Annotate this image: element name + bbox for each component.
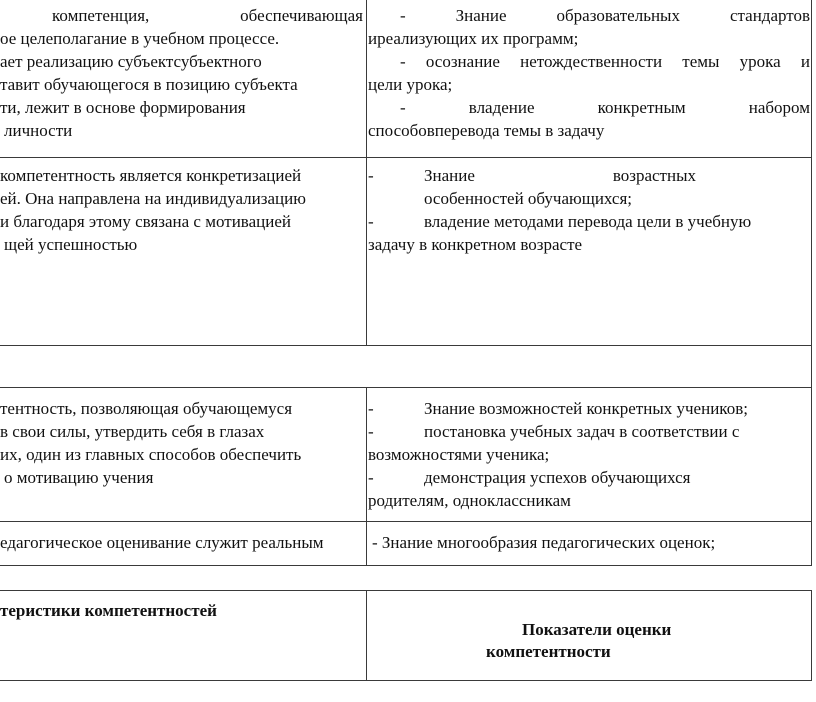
row5-right-cell <box>372 531 810 554</box>
header-table-right-border <box>811 590 812 681</box>
list-item-text: особенностей обучающихся; <box>424 189 633 208</box>
text-line: их, один из главных способов обеспечить <box>0 445 302 464</box>
list-item-text: демонстрация успехов обучающихся <box>424 468 691 487</box>
text-line: - владение конкретным набором <box>400 98 810 117</box>
header-indicators-label-line2: компетентности <box>486 642 611 661</box>
header-characteristics-label: теристики компетентностей <box>0 601 217 620</box>
row2-left-cell <box>0 164 363 256</box>
list-item-text: возможностями ученика; <box>368 445 550 464</box>
header-table-bottom-border <box>0 680 812 681</box>
list-item-text: Знание возрастных <box>424 166 696 185</box>
row5-left-cell <box>0 531 363 554</box>
row1-right-cell <box>368 4 810 142</box>
text-line: - Знание образовательных стандартов <box>400 6 810 25</box>
list-item <box>368 443 810 466</box>
list-item-text: постановка учебных задач в соответствии с <box>424 422 740 441</box>
text-line: тавит обучающегося в позицию субъекта <box>0 75 298 94</box>
list-item <box>368 210 810 233</box>
header-table-column-divider <box>366 590 367 681</box>
table-column-divider <box>366 387 367 565</box>
text-line: ей. Она направлена на индивидуализацию <box>0 189 306 208</box>
text-line: компетенция, обеспечивающая <box>52 6 363 25</box>
list-item <box>368 420 810 443</box>
table-row-divider <box>0 345 812 346</box>
text-line: ает реализацию субъектсубъектного <box>0 52 262 71</box>
list-dash: - <box>368 166 374 185</box>
row4-right-cell <box>368 397 810 512</box>
list-item-text: родителям, одноклассникам <box>368 491 571 510</box>
list-dash: - <box>368 422 374 441</box>
header-indicators-label-line1: Показатели оценки <box>522 620 672 639</box>
list-item <box>368 233 810 256</box>
list-item <box>368 489 810 512</box>
text-line: - Знание многообразия педагогических оценок; <box>372 533 716 552</box>
text-line: едагогическое оценивание служит реальным <box>0 533 324 552</box>
table-row-divider <box>0 521 812 522</box>
text-line: ти, лежит в основе формирования <box>0 98 246 117</box>
list-dash: - <box>368 468 374 487</box>
row4-left-cell <box>0 397 363 489</box>
table-right-border <box>811 0 812 566</box>
list-dash: - <box>368 399 374 418</box>
text-line: щей успешностью <box>4 235 138 254</box>
row2-right-cell <box>368 164 810 256</box>
list-item-text: владение методами перевода цели в учебную <box>424 212 752 231</box>
text-line: иреализующих их программ; <box>368 29 579 48</box>
row1-left-cell <box>0 4 363 142</box>
table-bottom-border <box>0 565 812 566</box>
text-line: компетентность является конкретизацией <box>0 166 302 185</box>
text-line: и благодаря этому связана с мотивацией <box>0 212 291 231</box>
table-row-divider <box>0 157 812 158</box>
text-line: способовперевода темы в задачу <box>368 121 605 140</box>
text-line: тентность, позволяющая обучающемуся <box>0 399 293 418</box>
list-dash: - <box>368 212 374 231</box>
header-table-top-border <box>0 590 812 591</box>
text-line: - осознание нетождественности темы урока и <box>400 52 810 71</box>
text-line: о мотивацию учения <box>4 468 154 487</box>
list-item <box>368 397 810 420</box>
list-item <box>368 466 810 489</box>
text-line: в свои силы, утвердить себя в глазах <box>0 422 265 441</box>
list-item <box>368 164 810 187</box>
table-row-divider <box>0 387 812 388</box>
list-item <box>368 187 810 210</box>
text-line: ое целеполагание в учебном процессе. <box>0 29 280 48</box>
text-line: личности <box>4 121 73 140</box>
list-item-text: задачу в конкретном возрасте <box>368 235 583 254</box>
table-column-divider <box>366 0 367 345</box>
list-item-text: Знание возможностей конкретных учеников; <box>424 399 748 418</box>
text-line: цели урока; <box>368 75 453 94</box>
